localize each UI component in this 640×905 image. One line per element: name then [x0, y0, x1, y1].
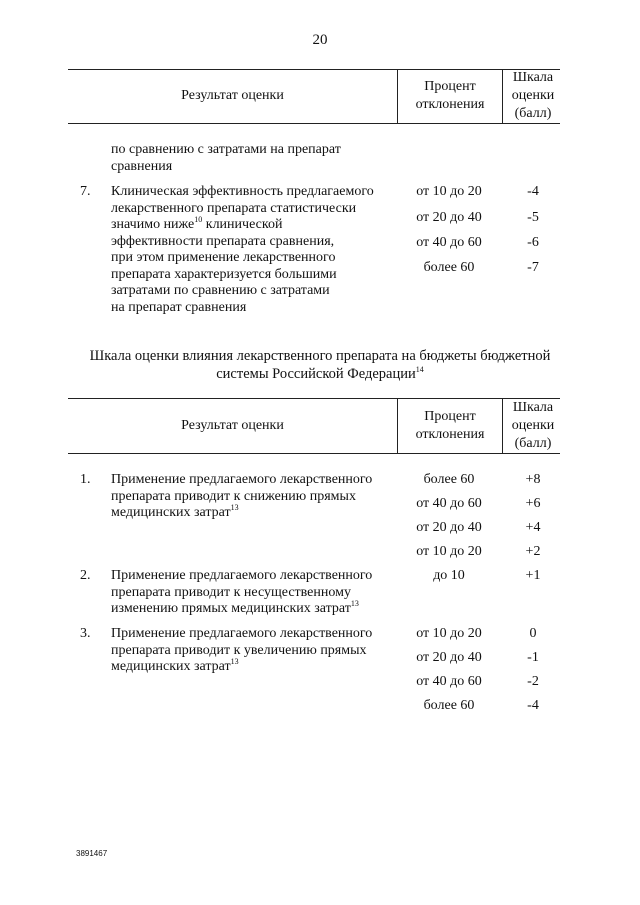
row-number: 7.	[80, 184, 91, 199]
row-number: 2.	[80, 568, 91, 583]
table1-header-scale: Шкала оценки (балл)	[511, 70, 555, 121]
table1-header-percent: Процент отклонения	[415, 79, 485, 112]
row3-score-4: -4	[527, 698, 539, 713]
row7-text: Клиническая эффективность предлагаемого лекарственного препарата статистически значимо ниже$^{10}$ клинической эффективности препарата сравнения, при этом применение лекарственного препарата характеризуется большими затратами по сравнению с затратами на препарат сравнения	[111, 184, 374, 315]
row1-range-3: от 20 до 40	[416, 520, 482, 535]
row1-score-2: +6	[525, 496, 541, 511]
table2-header-rule	[68, 453, 560, 454]
row1-score-1: +8	[525, 472, 541, 487]
row3-range-2: от 20 до 40	[416, 650, 482, 665]
row3-text: Применение предлагаемого лекарственного препарата приводит к увеличению прямых медицинских затрат$^{13}$	[111, 626, 373, 674]
table1-top-rule	[68, 69, 560, 70]
section-title: Шкала оценки влияния лекарственного препарата на бюджеты бюджетной системы Российской Федерации$^{14}$	[89, 348, 551, 382]
row7-score-3: -6	[527, 235, 539, 250]
row2-text: Применение предлагаемого лекарственного препарата приводит к несущественному изменению прямых медицинских затрат$^{13}$	[111, 568, 373, 616]
row2-range-1: до 10	[433, 568, 465, 583]
table1-continuation-text: по сравнению с затратами на препарат сравнения	[111, 142, 341, 174]
table2-header-result: Результат оценки	[181, 418, 284, 433]
row-number: 1.	[80, 472, 91, 487]
row3-score-1: 0	[529, 626, 537, 641]
row1-score-4: +2	[525, 544, 541, 559]
document-code: 3891467	[76, 849, 108, 858]
page-number: 20	[312, 32, 328, 48]
row3-score-3: -2	[527, 674, 539, 689]
row7-range-1: от 10 до 20	[416, 184, 482, 199]
row2-score-1: +1	[525, 568, 541, 583]
row7-range-4: более 60	[423, 260, 475, 275]
table1-header-rule	[68, 123, 560, 124]
row3-range-3: от 40 до 60	[416, 674, 482, 689]
table2-top-rule	[68, 398, 560, 399]
row7-score-2: -5	[527, 210, 539, 225]
row1-range-4: от 10 до 20	[416, 544, 482, 559]
table1-header-result: Результат оценки	[181, 88, 284, 103]
table2-header-scale: Шкала оценки (балл)	[511, 400, 555, 451]
table2-header-percent: Процент отклонения	[415, 409, 485, 442]
row7-score-1: -4	[527, 184, 539, 199]
row3-score-2: -1	[527, 650, 539, 665]
row1-text: Применение предлагаемого лекарственного препарата приводит к снижению прямых медицинских затрат$^{13}$	[111, 472, 373, 520]
row3-range-4: более 60	[423, 698, 475, 713]
row7-range-2: от 20 до 40	[416, 210, 482, 225]
row3-range-1: от 10 до 20	[416, 626, 482, 641]
row-number: 3.	[80, 626, 91, 641]
row1-range-2: от 40 до 60	[416, 496, 482, 511]
row7-range-3: от 40 до 60	[416, 235, 482, 250]
row7-score-4: -7	[527, 260, 539, 275]
row1-range-1: более 60	[423, 472, 475, 487]
row1-score-3: +4	[525, 520, 541, 535]
